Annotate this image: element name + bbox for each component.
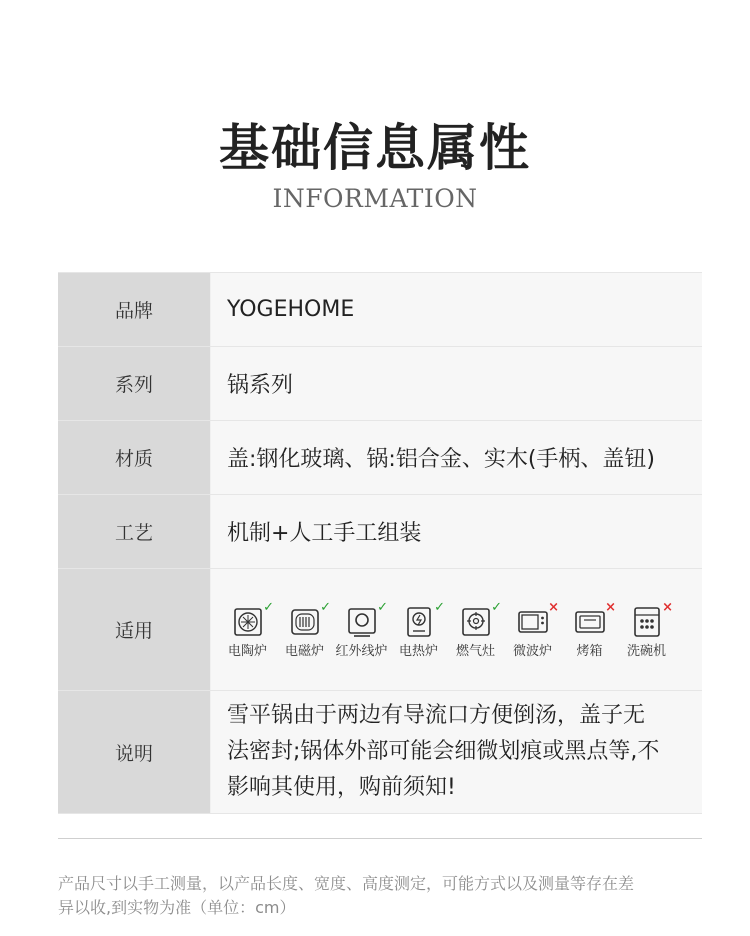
divider — [58, 838, 702, 839]
table-row-notes — [58, 691, 702, 814]
check-icon: ✓ — [320, 600, 331, 615]
cross-icon: × — [548, 600, 559, 615]
page-subtitle: INFORMATION — [272, 184, 478, 213]
compat-label: 红外线炉 — [335, 644, 388, 659]
cross-icon: × — [662, 600, 673, 615]
ceramic-stove-icon — [232, 606, 264, 638]
compat-label: 微波炉 — [512, 644, 552, 659]
row-value: 锅系列 — [210, 347, 702, 420]
note-line: 影响其使用，购前须知! — [227, 775, 456, 800]
compat-label: 电热炉 — [398, 644, 438, 659]
row-value: YOGEHOME — [210, 273, 702, 346]
compat-item — [333, 600, 390, 659]
compat-item — [219, 600, 276, 659]
compat-item — [276, 600, 333, 659]
compat-item — [618, 600, 675, 659]
cross-icon: × — [605, 600, 616, 615]
measurement-note — [58, 872, 718, 920]
check-icon: ✓ — [491, 600, 502, 615]
electric-stove-icon — [403, 606, 435, 638]
note-line: 产品尺寸以手工测量，以产品长度、宽度、高度测定，可能方式以及测量等存在差 — [58, 874, 635, 893]
row-key: 说明 — [58, 691, 210, 813]
row-key: 系列 — [58, 347, 210, 420]
table-row-material — [58, 421, 702, 495]
check-icon: ✓ — [434, 600, 445, 615]
compat-item — [561, 600, 618, 659]
check-icon: ✓ — [377, 600, 388, 615]
compat-label: 洗碗机 — [626, 644, 666, 659]
row-key: 材质 — [58, 421, 210, 494]
compat-item — [390, 600, 447, 659]
note-line: 法密封;锅体外部可能会细微划痕或黑点等,不 — [227, 739, 660, 764]
row-value: 机制+人工手工组装 — [210, 495, 702, 568]
check-icon: ✓ — [263, 600, 274, 615]
induction-cooker-icon — [289, 606, 321, 638]
compat-label: 烤箱 — [576, 644, 603, 659]
gas-stove-icon — [460, 606, 492, 638]
info-table — [58, 272, 702, 814]
page-title: 基础信息属性 — [219, 119, 531, 177]
row-value: 盖:钢化玻璃、锅:铝合金、实木(手柄、盖钮) — [210, 421, 702, 494]
microwave-icon — [517, 606, 549, 638]
oven-icon — [574, 606, 606, 638]
row-value — [210, 691, 702, 813]
compat-label: 燃气灶 — [455, 644, 495, 659]
table-row-series — [58, 347, 702, 421]
table-row-compat — [58, 569, 702, 691]
note-line: 异以收,到实物为准（单位：cm） — [58, 898, 296, 917]
row-key: 适用 — [58, 569, 210, 690]
compat-label: 电陶炉 — [227, 644, 267, 659]
dishwasher-icon — [631, 606, 663, 638]
table-row-craft — [58, 495, 702, 569]
compat-item — [447, 600, 504, 659]
row-key: 工艺 — [58, 495, 210, 568]
compat-label: 电磁炉 — [284, 644, 324, 659]
infrared-stove-icon — [346, 606, 378, 638]
table-row-brand — [58, 273, 702, 347]
compat-item — [504, 600, 561, 659]
compat-icons — [210, 569, 702, 690]
note-line: 雪平锅由于两边有导流口方便倒汤，盖子无 — [227, 703, 646, 728]
row-key: 品牌 — [58, 273, 210, 346]
